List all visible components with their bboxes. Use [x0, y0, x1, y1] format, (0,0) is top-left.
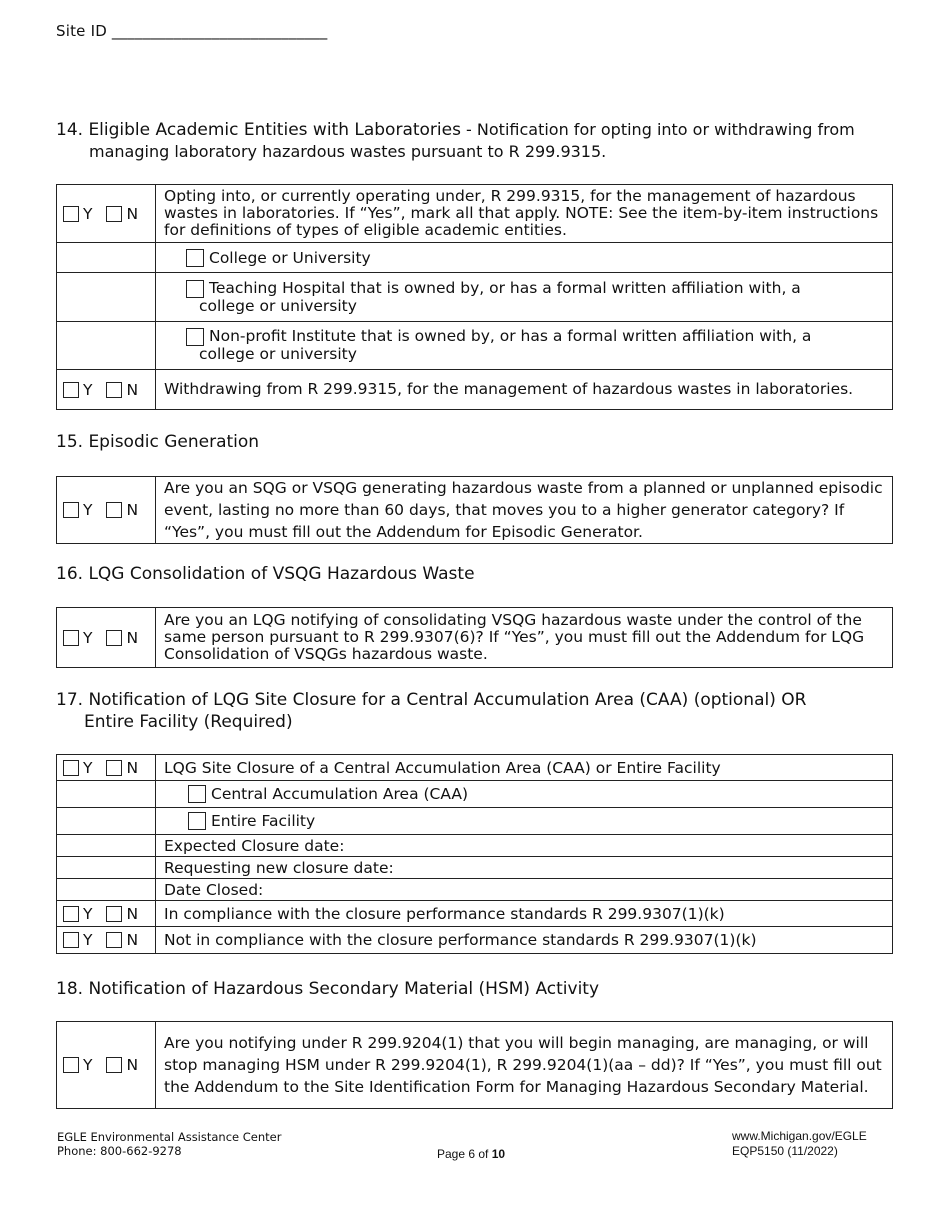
no-label: N — [126, 501, 139, 519]
yes-checkbox[interactable] — [63, 630, 79, 646]
entire-facility-label: Entire Facility — [211, 812, 316, 830]
caa-checkbox[interactable] — [188, 785, 206, 803]
no-label: N — [126, 904, 139, 923]
empty-cell — [57, 808, 156, 835]
s17-noncompliance-text: Not in compliance with the closure performance standards R 299.9307(1)(k) — [156, 927, 893, 954]
section-18-title: 18. Notification of Hazardous Secondary Material (HSM) Activity — [56, 979, 600, 999]
empty-cell — [57, 322, 156, 370]
s14-option-institute — [156, 322, 893, 370]
no-label: N — [126, 931, 139, 949]
footer-url[interactable]: www.Michigan.gov/EGLE — [732, 1129, 867, 1143]
table-row — [57, 901, 893, 927]
no-checkbox[interactable] — [106, 1057, 122, 1073]
institute-checkbox[interactable] — [186, 328, 204, 346]
table-row — [57, 370, 893, 410]
page-prefix: Page 6 of — [437, 1147, 492, 1161]
section-17-heading-b: Entire Facility (Required) — [84, 712, 293, 732]
table-row — [57, 243, 893, 273]
table-row — [57, 781, 893, 808]
s14-opt-in-text: Opting into, or currently operating under, R 299.9315, for the management of hazardous wastes in laboratories. If “Yes”, mark all that apply. NOTE: See the item-by-item instructions for definitions of types of eligible academic entities. — [156, 185, 893, 243]
yes-label: Y — [83, 758, 93, 777]
table-row — [57, 1022, 893, 1109]
no-label: N — [126, 380, 139, 399]
s18-hsm-text: Are you notifying under R 299.9204(1) that you will begin managing, are managing, or will stop managing HSM under R 299.9204(1), R 299.9204(1)(aa – dd)? If “Yes”, you must fill out the Addendum to the Site Identification Form for Managing Hazardous Secondary Material. — [156, 1022, 893, 1109]
institute-label: Non-profit Institute that is owned by, or has a formal written affiliation with, a — [209, 327, 812, 345]
hospital-label-cont: college or university — [199, 296, 357, 315]
no-checkbox[interactable] — [106, 760, 122, 776]
new-closure-date-field[interactable]: Requesting new closure date: — [156, 857, 893, 879]
section-18-table — [56, 1021, 893, 1109]
yn-cell — [57, 477, 156, 544]
table-row — [57, 322, 893, 370]
yn-cell — [57, 927, 156, 954]
section-14-table — [56, 184, 893, 410]
section-17-table — [56, 754, 893, 954]
yes-label: Y — [83, 501, 93, 519]
yes-checkbox[interactable] — [63, 760, 79, 776]
s14-option-hospital — [156, 273, 893, 322]
table-row — [57, 879, 893, 901]
empty-cell — [57, 243, 156, 273]
section-15-table — [56, 476, 893, 544]
table-row — [57, 927, 893, 954]
college-label: College or University — [209, 248, 371, 267]
hospital-label: Teaching Hospital that is owned by, or has a formal written affiliation with, a — [209, 278, 801, 297]
yn-cell — [57, 1022, 156, 1109]
table-row — [57, 608, 893, 668]
no-checkbox[interactable] — [106, 906, 122, 922]
expected-closure-date-field[interactable]: Expected Closure date: — [156, 835, 893, 857]
section-14-subtitle-b: managing laboratory hazardous wastes pursuant to R 299.9315. — [89, 142, 607, 161]
table-row — [57, 273, 893, 322]
yes-checkbox[interactable] — [63, 1057, 79, 1073]
s17-closure-text: LQG Site Closure of a Central Accumulation Area (CAA) or Entire Facility — [156, 755, 893, 781]
site-id-label: Site ID ____________________________ — [56, 22, 328, 40]
hospital-checkbox[interactable] — [186, 280, 204, 298]
table-row — [57, 808, 893, 835]
section-17-title — [56, 689, 896, 733]
empty-cell — [57, 273, 156, 322]
yes-label: Y — [83, 1056, 93, 1074]
yes-checkbox[interactable] — [63, 382, 79, 398]
no-checkbox[interactable] — [106, 932, 122, 948]
section-16-table — [56, 607, 893, 668]
yes-label: Y — [83, 904, 93, 923]
s15-episodic-text: Are you an SQG or VSQG generating hazardous waste from a planned or unplanned episodic event, lasting no more than 60 days, that moves you to a higher generator category? If “Yes”, you must fill out the Addendum for Episodic Generator. — [156, 477, 893, 544]
no-checkbox[interactable] — [106, 630, 122, 646]
page-number — [437, 1147, 505, 1161]
footer-right — [732, 1129, 867, 1159]
table-row — [57, 185, 893, 243]
yn-cell — [57, 370, 156, 410]
yes-label: Y — [83, 380, 93, 399]
empty-cell — [57, 781, 156, 808]
s14-withdraw-text: Withdrawing from R 299.9315, for the management of hazardous wastes in laboratories. — [156, 370, 893, 410]
section-17-heading-a: 17. Notification of LQG Site Closure for a Central Accumulation Area (CAA) (optional) OR — [56, 690, 807, 710]
s16-consolidation-text: Are you an LQG notifying of consolidating VSQG hazardous waste under the control of the same person pursuant to R 299.9307(6)? If “Yes”, you must fill out the Addendum for LQG Consolidation of VSQGs hazardous waste. — [156, 608, 893, 668]
yn-cell — [57, 755, 156, 781]
footer-form-id: EQP5150 (11/2022) — [732, 1144, 838, 1158]
section-14-title — [56, 119, 896, 163]
section-15-title: 15. Episodic Generation — [56, 432, 260, 452]
s17-option-entire — [156, 808, 893, 835]
yes-checkbox[interactable] — [63, 906, 79, 922]
yn-cell — [57, 185, 156, 243]
footer-org: EGLE Environmental Assistance Center — [57, 1130, 282, 1144]
no-label: N — [126, 758, 139, 777]
s17-compliance-text: In compliance with the closure performance standards R 299.9307(1)(k) — [156, 901, 893, 927]
institute-label-cont: college or university — [199, 345, 357, 363]
yes-label: Y — [83, 204, 93, 223]
no-checkbox[interactable] — [106, 502, 122, 518]
no-checkbox[interactable] — [106, 206, 122, 222]
s17-option-caa — [156, 781, 893, 808]
footer-phone: Phone: 800-662-9278 — [57, 1144, 182, 1158]
empty-cell — [57, 879, 156, 901]
caa-label: Central Accumulation Area (CAA) — [211, 785, 469, 803]
yes-label: Y — [83, 628, 93, 647]
empty-cell — [57, 857, 156, 879]
table-row — [57, 755, 893, 781]
section-14-subtitle-a: - Notification for opting into or withdrawing from — [460, 120, 855, 139]
empty-cell — [57, 835, 156, 857]
college-checkbox[interactable] — [186, 249, 204, 267]
footer-contact — [57, 1130, 281, 1158]
yn-cell — [57, 901, 156, 927]
yn-cell — [57, 608, 156, 668]
table-row — [57, 857, 893, 879]
table-row — [57, 835, 893, 857]
table-row — [57, 477, 893, 544]
yes-checkbox[interactable] — [63, 932, 79, 948]
no-checkbox[interactable] — [106, 382, 122, 398]
entire-facility-checkbox[interactable] — [188, 812, 206, 830]
yes-label: Y — [83, 931, 93, 949]
no-label: N — [126, 628, 139, 647]
yes-checkbox[interactable] — [63, 206, 79, 222]
section-14-heading: 14. Eligible Academic Entities with Laboratories — [56, 120, 461, 140]
no-label: N — [126, 204, 139, 223]
s14-option-college — [156, 243, 893, 273]
page-total: 10 — [491, 1147, 506, 1161]
no-label: N — [126, 1056, 139, 1074]
date-closed-field[interactable]: Date Closed: — [156, 879, 893, 901]
section-16-title: 16. LQG Consolidation of VSQG Hazardous Waste — [56, 564, 475, 584]
yes-checkbox[interactable] — [63, 502, 79, 518]
